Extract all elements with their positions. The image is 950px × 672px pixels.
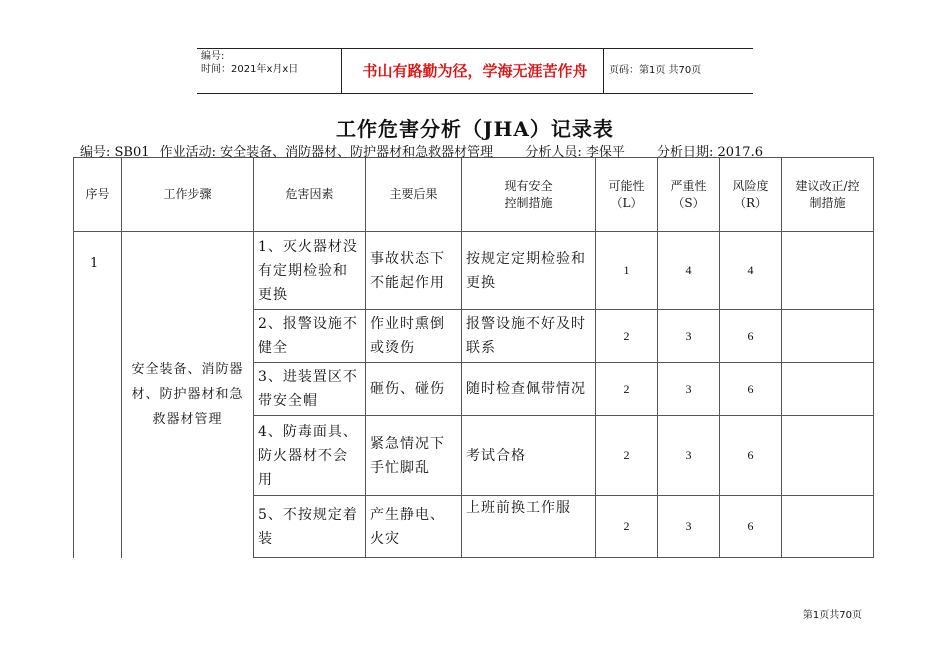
likelihood-cell: 2: [596, 310, 658, 363]
control-cell: 按规定定期检验和更换: [462, 232, 596, 310]
col-header-suggestion: [782, 158, 874, 232]
work-step-line: 材、防护器材和急: [131, 387, 244, 403]
risk-cell: 6: [720, 496, 782, 558]
risk-cell: 6: [720, 416, 782, 496]
work-step-cell: [122, 232, 254, 558]
severity-cell: 4: [658, 232, 720, 310]
likelihood-cell: 2: [596, 496, 658, 558]
col-header-consequence: 主要后果: [366, 158, 462, 232]
meta-analyst: 分析人员: 李保平: [525, 145, 625, 160]
row-seq-number: 1: [74, 232, 122, 558]
consequence-cell: 产生静电、火灾: [366, 496, 462, 558]
control-cell: 考试合格: [462, 416, 596, 496]
table-header-row: [74, 158, 874, 232]
header-divider: [341, 49, 342, 93]
likelihood-cell: 2: [596, 363, 658, 416]
severity-cell: 3: [658, 416, 720, 496]
risk-cell: 6: [720, 310, 782, 363]
jha-table: [73, 157, 874, 558]
col-header-control: [462, 158, 596, 232]
hazard-cell: 4、防毒面具、防火器材不会用: [254, 416, 366, 496]
time-label: 时间：2021年x月x日: [201, 64, 299, 75]
col-header-control-line1: 现有安全: [504, 178, 553, 193]
col-header-suggestion-line2: 制措施: [809, 195, 846, 210]
hazard-cell: 5、不按规定着装: [254, 496, 366, 558]
col-header-control-line2: 控制措施: [504, 195, 553, 210]
col-header-risk-line2: （R）: [733, 195, 768, 210]
control-cell: 上班前换工作服: [462, 496, 596, 558]
severity-cell: 3: [658, 310, 720, 363]
hazard-cell: 2、报警设施不健全: [254, 310, 366, 363]
col-header-likelihood: [596, 158, 658, 232]
col-header-likelihood-line2: （L）: [610, 195, 643, 210]
table-row: [74, 232, 874, 310]
meta-code: 编号: SB01: [80, 145, 150, 160]
col-header-severity: [658, 158, 720, 232]
number-label: 编号:: [201, 51, 225, 62]
meta-activity: 作业活动: 安全装备、消防器材、防护器材和急救器材管理: [159, 145, 494, 160]
page-header: [197, 48, 753, 94]
work-step-line: 救器材管理: [152, 412, 223, 428]
risk-cell: 4: [720, 232, 782, 310]
likelihood-cell: 1: [596, 232, 658, 310]
header-divider: [603, 49, 604, 93]
suggestion-cell: [782, 232, 874, 310]
risk-cell: 6: [720, 363, 782, 416]
col-header-likelihood-line1: 可能性: [608, 178, 645, 193]
header-info: [201, 50, 341, 76]
page-footer: 第1页共70页: [802, 610, 862, 621]
document-title: 工作危害分析（JHA）记录表: [336, 117, 614, 141]
suggestion-cell: [782, 363, 874, 416]
header-motto: 书山有路勤为径，学海无涯苦作舟: [362, 62, 588, 80]
consequence-cell: 作业时熏倒或烫伤: [366, 310, 462, 363]
suggestion-cell: [782, 496, 874, 558]
severity-cell: 3: [658, 363, 720, 416]
col-header-severity-line2: （S）: [672, 195, 705, 210]
col-header-hazard: 危害因素: [254, 158, 366, 232]
consequence-cell: 事故状态下不能起作用: [366, 232, 462, 310]
meta-date: 分析日期: 2017.6: [656, 145, 763, 160]
work-step-line: 安全装备、消防器: [131, 362, 244, 378]
col-header-step: 工作步骤: [122, 158, 254, 232]
col-header-risk-line1: 风险度: [732, 178, 769, 193]
col-header-severity-line1: 严重性: [670, 178, 707, 193]
likelihood-cell: 2: [596, 416, 658, 496]
consequence-cell: 砸伤、碰伤: [366, 363, 462, 416]
severity-cell: 3: [658, 496, 720, 558]
consequence-cell: 紧急情况下手忙脚乱: [366, 416, 462, 496]
col-header-risk: [720, 158, 782, 232]
control-cell: 报警设施不好及时联系: [462, 310, 596, 363]
suggestion-cell: [782, 416, 874, 496]
control-cell: 随时检查佩带情况: [462, 363, 596, 416]
hazard-cell: 1、灭火器材没有定期检验和更换: [254, 232, 366, 310]
suggestion-cell: [782, 310, 874, 363]
hazard-cell: 3、进装置区不带安全帽: [254, 363, 366, 416]
header-page-info: 页码：第1页 共70页: [609, 65, 702, 76]
col-header-suggestion-line1: 建议改正/控: [795, 178, 860, 193]
col-header-seq: 序号: [74, 158, 122, 232]
